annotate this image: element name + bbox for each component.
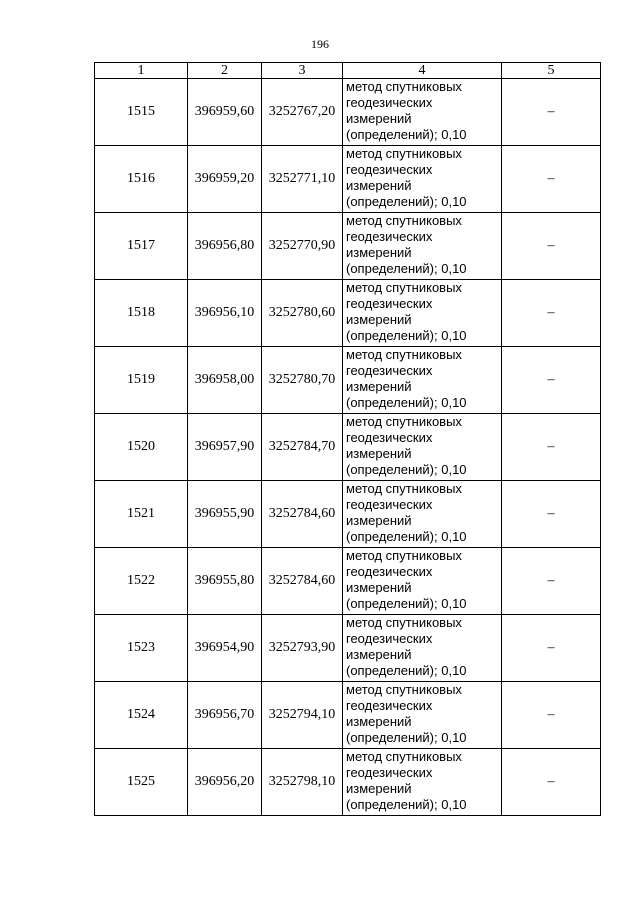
note-cell: – [502, 414, 601, 481]
table-row [95, 79, 601, 146]
x-coordinate-cell: 396956,70 [188, 682, 262, 749]
point-cell: 1519 [95, 347, 188, 414]
note-cell: – [502, 280, 601, 347]
y-coordinate-cell: 3252780,70 [262, 347, 343, 414]
method-cell: метод спутниковых геодезических измерений (определений); 0,10 [343, 280, 502, 347]
table-row [95, 481, 601, 548]
note-cell: – [502, 682, 601, 749]
x-coordinate-cell: 396959,60 [188, 79, 262, 146]
method-cell: метод спутниковых геодезических измерений (определений); 0,10 [343, 79, 502, 146]
x-coordinate-cell: 396956,10 [188, 280, 262, 347]
x-coordinate-cell: 396956,80 [188, 213, 262, 280]
note-cell: – [502, 347, 601, 414]
x-coordinate-cell: 396955,90 [188, 481, 262, 548]
y-coordinate-cell: 3252767,20 [262, 79, 343, 146]
header-cell-3: 3 [262, 63, 343, 79]
y-coordinate-cell: 3252784,60 [262, 548, 343, 615]
point-cell: 1525 [95, 749, 188, 816]
method-cell: метод спутниковых геодезических измерений (определений); 0,10 [343, 615, 502, 682]
point-cell: 1521 [95, 481, 188, 548]
note-cell: – [502, 213, 601, 280]
coordinates-table [94, 62, 601, 816]
method-cell: метод спутниковых геодезических измерений (определений); 0,10 [343, 548, 502, 615]
x-coordinate-cell: 396957,90 [188, 414, 262, 481]
method-cell: метод спутниковых геодезических измерений (определений); 0,10 [343, 749, 502, 816]
point-cell: 1520 [95, 414, 188, 481]
table-row [95, 347, 601, 414]
y-coordinate-cell: 3252784,70 [262, 414, 343, 481]
note-cell: – [502, 615, 601, 682]
note-cell: – [502, 749, 601, 816]
header-cell-2: 2 [188, 63, 262, 79]
point-cell: 1524 [95, 682, 188, 749]
point-cell: 1522 [95, 548, 188, 615]
page-number: 196 [311, 37, 329, 51]
method-cell: метод спутниковых геодезических измерений (определений); 0,10 [343, 481, 502, 548]
x-coordinate-cell: 396955,80 [188, 548, 262, 615]
table-row [95, 414, 601, 481]
x-coordinate-cell: 396959,20 [188, 146, 262, 213]
point-cell: 1517 [95, 213, 188, 280]
y-coordinate-cell: 3252798,10 [262, 749, 343, 816]
point-cell: 1516 [95, 146, 188, 213]
y-coordinate-cell: 3252780,60 [262, 280, 343, 347]
table-row [95, 146, 601, 213]
note-cell: – [502, 146, 601, 213]
header-cell-5: 5 [502, 63, 601, 79]
x-coordinate-cell: 396958,00 [188, 347, 262, 414]
y-coordinate-cell: 3252770,90 [262, 213, 343, 280]
table-row [95, 615, 601, 682]
method-cell: метод спутниковых геодезических измерений (определений); 0,10 [343, 213, 502, 280]
point-cell: 1523 [95, 615, 188, 682]
point-cell: 1518 [95, 280, 188, 347]
y-coordinate-cell: 3252784,60 [262, 481, 343, 548]
method-cell: метод спутниковых геодезических измерений (определений); 0,10 [343, 347, 502, 414]
table-header-row [95, 63, 601, 79]
header-cell-1: 1 [95, 63, 188, 79]
table-row [95, 749, 601, 816]
x-coordinate-cell: 396956,20 [188, 749, 262, 816]
table-row [95, 682, 601, 749]
method-cell: метод спутниковых геодезических измерений (определений); 0,10 [343, 146, 502, 213]
y-coordinate-cell: 3252794,10 [262, 682, 343, 749]
note-cell: – [502, 79, 601, 146]
method-cell: метод спутниковых геодезических измерений (определений); 0,10 [343, 682, 502, 749]
method-cell: метод спутниковых геодезических измерений (определений); 0,10 [343, 414, 502, 481]
x-coordinate-cell: 396954,90 [188, 615, 262, 682]
note-cell: – [502, 548, 601, 615]
y-coordinate-cell: 3252793,90 [262, 615, 343, 682]
table-row [95, 548, 601, 615]
y-coordinate-cell: 3252771,10 [262, 146, 343, 213]
point-cell: 1515 [95, 79, 188, 146]
table-row [95, 280, 601, 347]
table-row [95, 213, 601, 280]
note-cell: – [502, 481, 601, 548]
header-cell-4: 4 [343, 63, 502, 79]
